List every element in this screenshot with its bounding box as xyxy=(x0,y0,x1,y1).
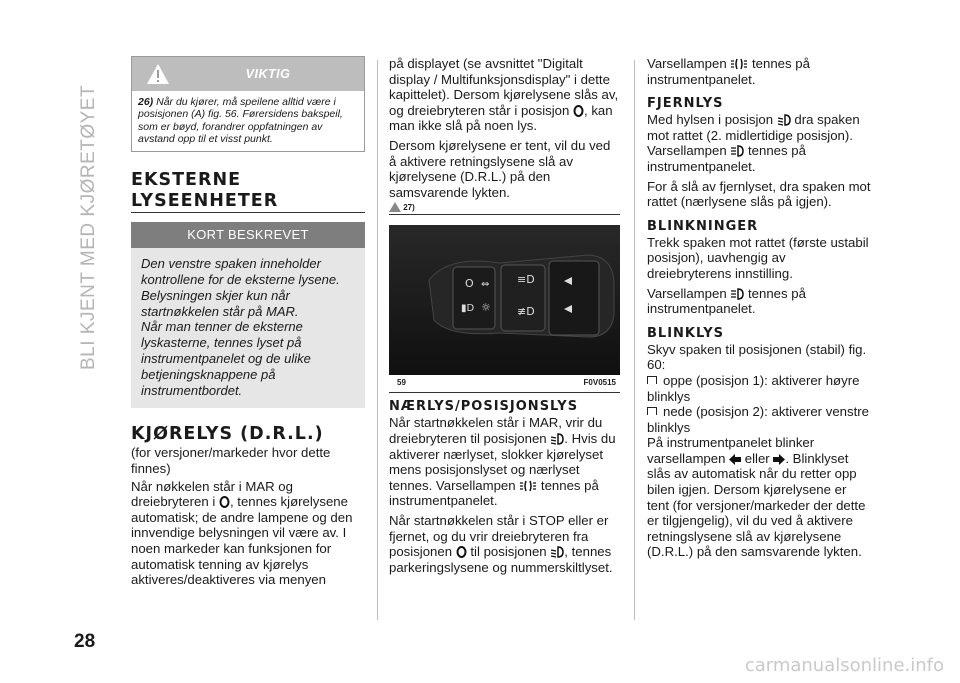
column-divider xyxy=(377,60,378,620)
indicator-blink-text: På instrumentpanelet blinker varsellampen eller . Blinklyset slås av automatisk når du retter opp bilen igjen. Dersom kjørelysene er tent (for versjoner/markeder der dette er tilgjengelig), vil du ved å aktivere retningslysene slå av kjørelysene (D.R.L.) på den samsvarende lykten. xyxy=(647,435,866,560)
warning-triangle-icon xyxy=(389,202,401,212)
drl-text: Når nøkkelen står i MAR og dreiebryteren i , tennes kjørelysene automatisk; de andre lampene og den innvendige belysningen vil være av. I noen markeder kan funksjonen for automatisk tenning av kjørelys aktiveres/deaktiveres via menyen xyxy=(131,478,353,588)
watermark: carmanualsonline.info xyxy=(744,655,944,676)
flash-heading: BLINKNINGER xyxy=(647,218,759,234)
indicators-intro: Skyv spaken til posisjonen (stabil) fig. 60: xyxy=(647,341,867,373)
position-indicator-text: Varsellampen tennes på instrumentpanelet. xyxy=(647,56,810,87)
summary-body: Den venstre spaken inneholder kontrollene for de eksterne lysene. Belysningen skjer kun når startnøkkelen står på MAR. Når man tenner de eksterne lyskasterne, tennes lyset på instrumentpanelet og de ulike betjeningsknappene på instrumentbordet. xyxy=(131,248,365,408)
indicator-up-item: oppe (posisjon 1): aktiverer høyre blinklys xyxy=(647,372,860,404)
warning-header xyxy=(132,57,364,91)
drl-heading: KJØRELYS (D.R.L.) xyxy=(131,424,324,445)
right-arrow-icon xyxy=(773,454,785,465)
flash-text: Trekk spaken mot rattet (første ustabil posisjon), uavhengig av dreiebryterens innstilling. xyxy=(647,234,869,281)
off-position-icon xyxy=(573,105,584,117)
svg-text:≡D: ≡D xyxy=(517,273,535,287)
flash-indicator-text: Varsellampen tennes på instrumentpanelet. xyxy=(647,285,806,317)
svg-text:⇔: ⇔ xyxy=(481,279,490,291)
warning-title: VIKTIG xyxy=(245,67,291,81)
column-1 xyxy=(131,56,365,588)
note-reference: 27) xyxy=(389,202,620,212)
off-position-icon xyxy=(456,546,467,558)
low-beam-icon xyxy=(550,546,564,558)
high-beam-text: Med hylsen i posisjon dra spaken mot rattet (2. midlertidige posisjon). Varsellampen tennes på instrumentpanelet. xyxy=(647,112,860,174)
light-switch-figure xyxy=(389,225,620,375)
low-beam-icon xyxy=(550,433,564,445)
low-beam-heading: NÆRLYS/POSISJONSLYS xyxy=(389,399,579,415)
drl-note: (for versjoner/markeder hvor dette finnes) xyxy=(131,445,331,476)
low-beam-text: Når startnøkkelen står i MAR, vrir du dreiebryteren til posisjonen . Hvis du aktiverer nærlyset, slokker kjørelyset mens posisjonslyset og nærlyset tennes. Varsellampen tennes på instrumentpanelet. xyxy=(389,415,616,509)
bullet-icon xyxy=(647,407,657,415)
svg-text:O: O xyxy=(465,277,474,291)
warning-box xyxy=(131,56,365,152)
side-chapter-title: BLI KJENT MED KJØRETØYET xyxy=(78,84,99,370)
off-position-icon xyxy=(219,496,230,508)
position-lights-icon xyxy=(519,480,537,492)
high-beam-heading: FJERNLYS xyxy=(647,96,724,112)
bullet-icon xyxy=(647,376,657,384)
svg-text:▮D: ▮D xyxy=(461,303,475,315)
indicators-heading: BLINKLYS xyxy=(647,325,725,341)
summary-box xyxy=(131,222,365,408)
svg-text:≢D: ≢D xyxy=(517,305,535,319)
column-divider xyxy=(634,60,635,620)
indicator-down-item: nede (posisjon 2): aktiverer venstre blinklys xyxy=(647,404,869,435)
svg-text:☼: ☼ xyxy=(481,301,491,315)
section-heading: EKSTERNE LYSEENHETER xyxy=(131,170,365,213)
high-beam-icon xyxy=(730,288,744,300)
column-3 xyxy=(647,56,871,560)
high-beam-off-text: For å slå av fjernlyset, dra spaken mot rattet (nærlysene slås på igjen). xyxy=(647,178,871,210)
low-beam-icon xyxy=(777,114,791,126)
high-beam-icon xyxy=(730,145,744,157)
figure-caption: 59 F0V0515 xyxy=(397,378,616,388)
column-2 xyxy=(389,56,620,575)
drl-continued: på displayet (se avsnittet "Digitalt display / Multifunksjonsdisplay" i dette kapittelet). Dersom kjørelysene slås av, og dreiebryteren står i posisjon , kan man ikke slå på noen lys. xyxy=(389,56,619,134)
left-arrow-icon xyxy=(729,454,741,465)
light-stalk-illustration xyxy=(389,225,620,375)
drl-indicator-text: Dersom kjørelysene er tent, vil du ved å aktivere retningslysene slå av kjørelysene (D.R.L.) på den samsvarende lykten. xyxy=(389,137,611,200)
parking-lights-text: Når startnøkkelen står i STOP eller er fjernet, og du vrir dreiebryteren fra posisjonen til posisjonen , tennes parkeringslysene og nummerskiltlyset. xyxy=(389,512,613,575)
page-number: 28 xyxy=(74,631,96,652)
summary-title: KORT BESKREVET xyxy=(131,222,365,248)
position-lights-icon xyxy=(730,58,748,70)
warning-text: 26) Når du kjører, må speilene alltid være i posisjonen (A) fig. 56. Førersidens bakspeil, som er bøyd, forandrer oppfatningen av avstand opp til et visst punkt. xyxy=(138,96,343,145)
